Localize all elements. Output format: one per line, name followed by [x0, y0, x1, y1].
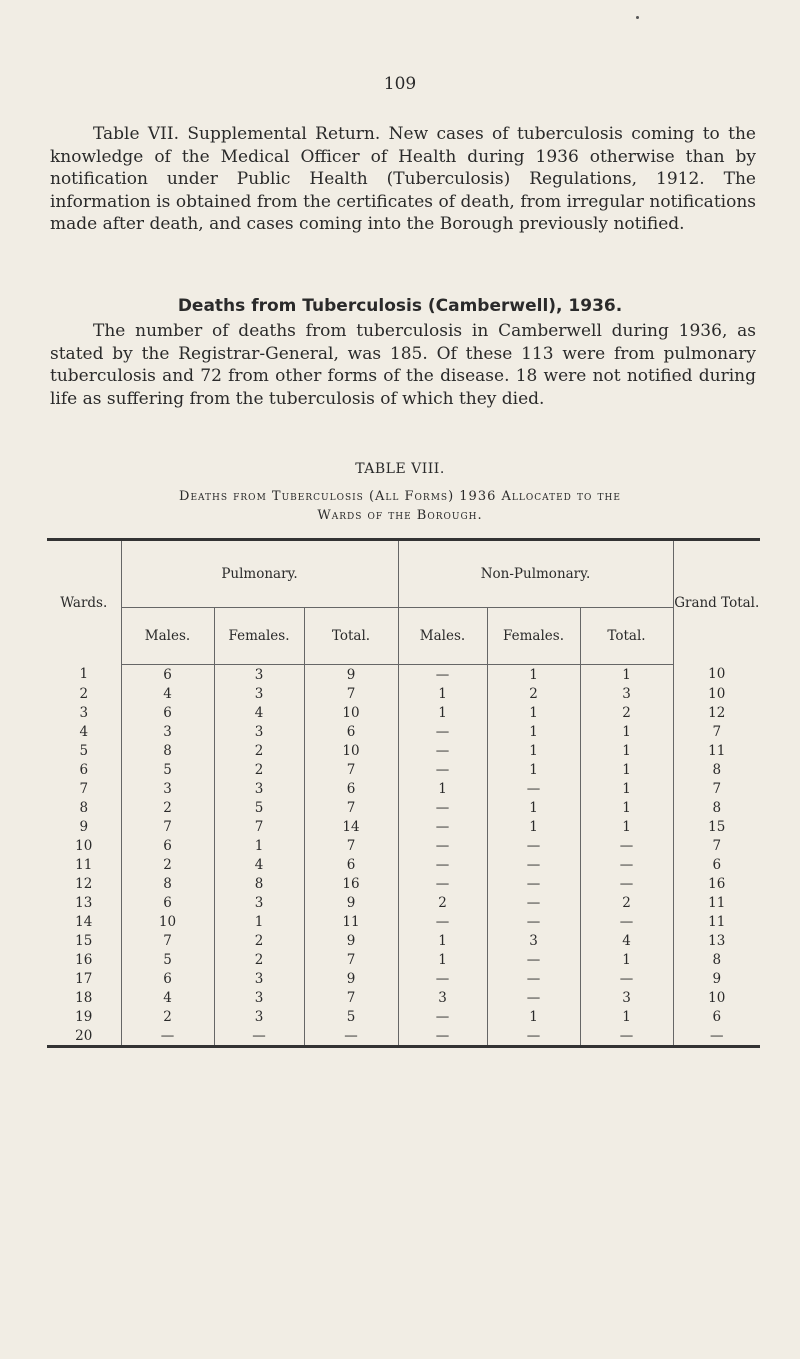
- table-cell: —: [487, 779, 580, 798]
- table-cell: 7: [121, 817, 214, 836]
- table-cell: —: [487, 893, 580, 912]
- table-cell: 11: [304, 912, 398, 931]
- table-cell: 1: [580, 1007, 673, 1026]
- header-non-pulmonary-females: Females.: [487, 608, 580, 665]
- table-cell: —: [398, 855, 487, 874]
- table-cell: —: [580, 874, 673, 893]
- table-caption-line-2: Wards of the Borough.: [317, 508, 483, 523]
- table-cell: 1: [580, 722, 673, 741]
- table-row: [47, 893, 760, 912]
- table-cell: —: [580, 855, 673, 874]
- table-cell: 2: [214, 931, 304, 950]
- table-cell: 10: [304, 741, 398, 760]
- table-row: [47, 969, 760, 988]
- ward-number-cell: 13: [75, 894, 93, 911]
- header-wards: Wards.: [60, 594, 108, 611]
- table-cell: 1: [214, 836, 304, 855]
- table-cell: —: [487, 988, 580, 1007]
- table-cell: —: [398, 836, 487, 855]
- table-cell: 3: [214, 722, 304, 741]
- ward-number-cell: 18: [75, 989, 93, 1006]
- table-cell: —: [487, 874, 580, 893]
- table-cell: —: [398, 874, 487, 893]
- table-cell: 5: [214, 798, 304, 817]
- table-cell: —: [487, 855, 580, 874]
- table-cell: 4: [214, 855, 304, 874]
- table-cell: 7: [673, 722, 760, 741]
- table-cell: 4: [580, 931, 673, 950]
- table-cell: 8: [673, 950, 760, 969]
- header-pulmonary: Pulmonary.: [121, 540, 398, 608]
- table-cell: 7: [304, 760, 398, 779]
- table-cell: 4: [121, 684, 214, 703]
- table-cell: 5: [121, 760, 214, 779]
- table-cell: —: [398, 969, 487, 988]
- ward-number-cell: 6: [79, 761, 89, 778]
- table-body: [47, 665, 760, 1047]
- table-cell: 11: [673, 893, 760, 912]
- table-cell: 2: [121, 855, 214, 874]
- table-row: [47, 1026, 760, 1047]
- table-cell: 3: [214, 969, 304, 988]
- table-cell: 10: [304, 703, 398, 722]
- table-cell: —: [487, 950, 580, 969]
- table-row: [47, 836, 760, 855]
- table-cell: 6: [121, 703, 214, 722]
- ward-number-cell: 1: [79, 666, 89, 683]
- table-cell: 6: [304, 779, 398, 798]
- table-row: [47, 1007, 760, 1026]
- ward-number-cell: 16: [75, 951, 93, 968]
- table-cell: —: [487, 969, 580, 988]
- ward-number-cell: 15: [75, 932, 93, 949]
- table-cell: —: [487, 912, 580, 931]
- table-cell: —: [398, 1007, 487, 1026]
- ward-number-cell: 14: [75, 913, 93, 930]
- table-cell: 11: [673, 741, 760, 760]
- table-cell: 9: [304, 665, 398, 685]
- table-cell: 7: [304, 836, 398, 855]
- table-cell: 3: [214, 893, 304, 912]
- table-caption: [80, 487, 720, 525]
- header-pulmonary-total: Total.: [304, 608, 398, 665]
- table-cell: 4: [121, 988, 214, 1007]
- table-row: [47, 912, 760, 931]
- table-cell: 1: [580, 817, 673, 836]
- table-cell: 3: [121, 779, 214, 798]
- table-row: [47, 703, 760, 722]
- table-cell: 1: [487, 703, 580, 722]
- table-cell: 8: [673, 798, 760, 817]
- table-cell: 8: [214, 874, 304, 893]
- table-cell: —: [487, 1026, 580, 1047]
- table-cell: 6: [121, 665, 214, 685]
- table-cell: —: [398, 1026, 487, 1047]
- table-cell: 15: [673, 817, 760, 836]
- table-cell: —: [398, 760, 487, 779]
- ward-number-cell: 17: [75, 970, 93, 987]
- table-cell: 1: [487, 798, 580, 817]
- ward-number-cell: 19: [75, 1008, 93, 1025]
- table-row: [47, 665, 760, 685]
- table-cell: 10: [673, 684, 760, 703]
- table-cell: 2: [214, 760, 304, 779]
- table-cell: —: [487, 836, 580, 855]
- table-cell: 2: [487, 684, 580, 703]
- table-cell: 6: [121, 836, 214, 855]
- table-title: TABLE VIII.: [355, 461, 445, 477]
- speck-mark: [636, 16, 639, 19]
- table-row: [47, 950, 760, 969]
- table-cell: —: [673, 1026, 760, 1047]
- header-pulmonary-males: Males.: [121, 608, 214, 665]
- table-cell: 7: [673, 836, 760, 855]
- table-row: [47, 931, 760, 950]
- table-cell: 5: [121, 950, 214, 969]
- table-cell: 1: [580, 665, 673, 685]
- table-row: [47, 855, 760, 874]
- table-cell: 1: [398, 950, 487, 969]
- table-row: [47, 722, 760, 741]
- table-cell: 3: [214, 665, 304, 685]
- table-cell: —: [580, 912, 673, 931]
- table-cell: 3: [214, 988, 304, 1007]
- table-cell: 10: [673, 988, 760, 1007]
- table-cell: 7: [304, 684, 398, 703]
- deaths-summary-paragraph: The number of deaths from tuberculosis in Camberwell during 1936, as stated by the Registrar-General, was 185. Of these 113 were from pulmonary tuberculosis and 72 from other forms of the disease. 18 were not notified during life as suffering from the tuberculosis of which they died.: [50, 321, 756, 409]
- table-cell: 1: [398, 931, 487, 950]
- table-cell: 7: [214, 817, 304, 836]
- table-cell: 7: [121, 931, 214, 950]
- table-cell: —: [580, 836, 673, 855]
- table-cell: 6: [304, 722, 398, 741]
- table-cell: 1: [487, 817, 580, 836]
- table-cell: —: [214, 1026, 304, 1047]
- table-cell: 6: [304, 855, 398, 874]
- table-cell: 2: [214, 741, 304, 760]
- table-cell: 3: [487, 931, 580, 950]
- table-row: [47, 988, 760, 1007]
- table-row: [47, 779, 760, 798]
- deaths-by-ward-table: [47, 538, 760, 1048]
- table-cell: 1: [398, 779, 487, 798]
- table-cell: 16: [673, 874, 760, 893]
- table-cell: —: [398, 912, 487, 931]
- table-cell: 1: [580, 741, 673, 760]
- table-cell: 6: [121, 969, 214, 988]
- table-cell: 1: [580, 950, 673, 969]
- table-cell: 9: [673, 969, 760, 988]
- section-heading: Deaths from Tuberculosis (Camberwell), 1936.: [177, 296, 623, 316]
- table-cell: 6: [121, 893, 214, 912]
- table-cell: 9: [304, 969, 398, 988]
- ward-number-cell: 12: [75, 875, 93, 892]
- ward-number-cell: 10: [75, 837, 93, 854]
- ward-number-cell: 3: [79, 704, 89, 721]
- table-row: [47, 798, 760, 817]
- table-cell: —: [398, 722, 487, 741]
- page-number: 109: [383, 74, 417, 94]
- table-row: [47, 760, 760, 779]
- table-cell: 4: [214, 703, 304, 722]
- table-cell: 1: [580, 760, 673, 779]
- table-cell: 12: [673, 703, 760, 722]
- table-row: [47, 874, 760, 893]
- header-non-pulmonary-total: Total.: [580, 608, 673, 665]
- table-row: [47, 741, 760, 760]
- table-cell: 8: [121, 874, 214, 893]
- table-cell: —: [398, 741, 487, 760]
- table-cell: 3: [121, 722, 214, 741]
- table-cell: 3: [398, 988, 487, 1007]
- table-cell: 1: [580, 779, 673, 798]
- table-cell: 9: [304, 893, 398, 912]
- table-cell: 1: [487, 722, 580, 741]
- supplemental-return-paragraph: Table VII. Supplemental Return. New cases of tuberculosis coming to the knowledge of the Medical Officer of Health during 1936 otherwise than by notification under Public Health (Tuberculosis) Regulations, 1912. The information is obtained from the certificates of death, from irregular notifications made after death, and cases coming into the Borough previously notified.: [50, 124, 756, 234]
- table-cell: 3: [214, 684, 304, 703]
- table-cell: 3: [580, 988, 673, 1007]
- table-cell: 1: [487, 760, 580, 779]
- table-caption-line-1: Deaths from Tuberculosis (All Forms) 1936 Allocated to the: [179, 489, 621, 504]
- table-cell: 2: [214, 950, 304, 969]
- table-cell: —: [580, 969, 673, 988]
- table-cell: 13: [673, 931, 760, 950]
- ward-number-cell: 7: [79, 780, 89, 797]
- table-cell: —: [398, 665, 487, 685]
- ward-number-cell: 4: [79, 723, 89, 740]
- table-cell: 3: [214, 779, 304, 798]
- table-cell: 1: [214, 912, 304, 931]
- header-non-pulmonary: Non-Pulmonary.: [398, 540, 673, 608]
- table-cell: 2: [121, 798, 214, 817]
- table-cell: —: [398, 798, 487, 817]
- table-cell: 7: [673, 779, 760, 798]
- table-cell: 2: [121, 1007, 214, 1026]
- table-cell: 6: [673, 855, 760, 874]
- ward-number-cell: 8: [79, 799, 89, 816]
- table-cell: 10: [121, 912, 214, 931]
- table-cell: —: [580, 1026, 673, 1047]
- table-cell: —: [121, 1026, 214, 1047]
- table-cell: 8: [673, 760, 760, 779]
- table-cell: 5: [304, 1007, 398, 1026]
- header-non-pulmonary-males: Males.: [398, 608, 487, 665]
- ward-number-cell: 20: [75, 1027, 93, 1044]
- table-cell: 1: [398, 703, 487, 722]
- table-row: [47, 684, 760, 703]
- table-cell: 1: [487, 1007, 580, 1026]
- ward-number-cell: 5: [79, 742, 89, 759]
- table-cell: 2: [580, 703, 673, 722]
- table-cell: 9: [304, 931, 398, 950]
- table-cell: 7: [304, 950, 398, 969]
- table-cell: 1: [487, 665, 580, 685]
- header-pulmonary-females: Females.: [214, 608, 304, 665]
- table-cell: 16: [304, 874, 398, 893]
- table-cell: 11: [673, 912, 760, 931]
- table-cell: 6: [673, 1007, 760, 1026]
- table-cell: —: [304, 1026, 398, 1047]
- table-cell: 7: [304, 798, 398, 817]
- table-cell: —: [398, 817, 487, 836]
- table-cell: 8: [121, 741, 214, 760]
- table-row: [47, 817, 760, 836]
- table-cell: 2: [580, 893, 673, 912]
- table-cell: 1: [580, 798, 673, 817]
- table-cell: 1: [398, 684, 487, 703]
- header-grand-total: Grand Total.: [673, 540, 760, 665]
- table-cell: 10: [673, 665, 760, 685]
- table-cell: 3: [580, 684, 673, 703]
- ward-number-cell: 11: [75, 856, 93, 873]
- table-cell: 2: [398, 893, 487, 912]
- ward-number-cell: 9: [79, 818, 89, 835]
- ward-number-cell: 2: [79, 685, 89, 702]
- table-cell: 7: [304, 988, 398, 1007]
- table-cell: 3: [214, 1007, 304, 1026]
- table-cell: 1: [487, 741, 580, 760]
- table-cell: 14: [304, 817, 398, 836]
